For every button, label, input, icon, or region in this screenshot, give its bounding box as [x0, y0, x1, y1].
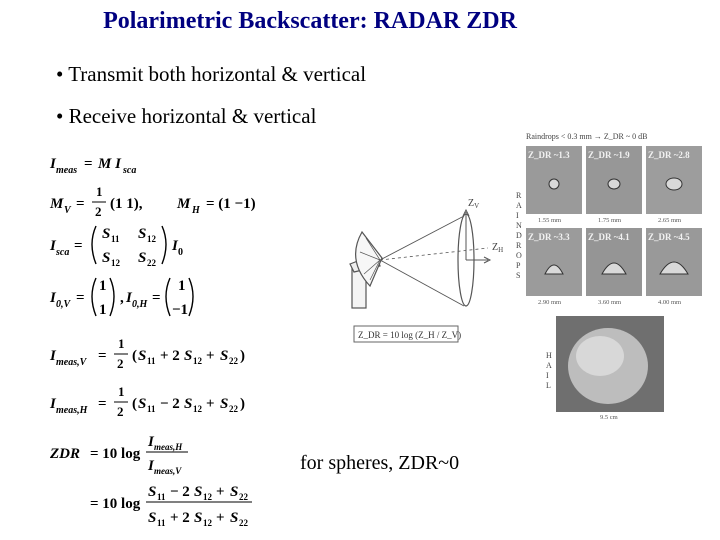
svg-text:): ) [240, 348, 245, 364]
svg-text:M: M [50, 196, 64, 212]
svg-text:I: I [172, 238, 178, 254]
svg-text:1: 1 [118, 384, 125, 399]
svg-text:=: = [98, 348, 107, 364]
drop-size-6: 4.00 mm [658, 299, 682, 306]
svg-text:M: M [177, 196, 191, 212]
svg-text:I: I [50, 156, 56, 172]
equation-imeas-h [49, 384, 245, 419]
drop-size-1: 1.55 mm [538, 217, 562, 224]
svg-text:+ 2: + 2 [170, 510, 190, 526]
svg-text:+ 2: + 2 [160, 348, 180, 364]
drop-zdr-5: Z_DR ~4.1 [588, 232, 630, 242]
svg-text:M I: M I [98, 156, 121, 172]
svg-text:= 10 log: = 10 log [90, 496, 141, 512]
svg-text:=: = [98, 396, 107, 412]
svg-text:+: + [216, 510, 225, 526]
equation-imeas [49, 156, 136, 176]
svg-text:I: I [148, 434, 154, 450]
svg-text:0,H: 0,H [132, 299, 148, 310]
svg-text:S: S [102, 226, 111, 242]
svg-text:22: 22 [147, 258, 156, 268]
svg-text:S: S [184, 348, 193, 364]
drop-zdr-6: Z_DR ~4.5 [648, 232, 690, 242]
svg-text:0,V: 0,V [56, 299, 71, 310]
svg-text:22: 22 [239, 492, 248, 502]
svg-text:O: O [516, 251, 522, 260]
panel-header: Raindrops < 0.3 mm → Z_DR ~ 0 dB [526, 132, 648, 141]
equation-zdr [49, 434, 188, 476]
svg-text:=: = [152, 290, 161, 306]
svg-text:meas,H: meas,H [154, 442, 183, 452]
svg-text:− 2: − 2 [170, 484, 190, 500]
svg-text:meas,H: meas,H [56, 405, 88, 416]
svg-text:=: = [76, 290, 85, 306]
zv-label: $Z_V$ [468, 198, 480, 210]
svg-text:S: S [230, 484, 239, 500]
svg-text:S: S [138, 250, 147, 266]
svg-text:22: 22 [229, 404, 238, 414]
svg-text:2: 2 [117, 404, 124, 419]
drop-size-5: 3.60 mm [598, 299, 622, 306]
svg-text:meas,V: meas,V [56, 357, 87, 368]
svg-text:(1 1),: (1 1), [110, 196, 143, 212]
hail-photo [556, 316, 664, 420]
zdr-formula-box: Z_DR = 10 log (Z_H / Z_V) [358, 330, 462, 340]
svg-text:I: I [126, 290, 132, 306]
svg-text:S: S [194, 510, 203, 526]
svg-text:(: ( [132, 396, 137, 412]
hydrometeor-photo-panel [516, 128, 716, 420]
svg-text:sca: sca [56, 247, 70, 258]
svg-text:S: S [220, 396, 229, 412]
svg-text:R: R [516, 241, 522, 250]
svg-text:sca: sca [123, 165, 137, 176]
svg-text:22: 22 [229, 356, 238, 366]
drop-zdr-1: Z_DR ~1.3 [528, 150, 570, 160]
svg-text:S: S [138, 396, 147, 412]
svg-text:meas,V: meas,V [154, 466, 182, 476]
svg-text:N: N [516, 221, 522, 230]
svg-text:A: A [546, 361, 552, 370]
svg-text:R: R [516, 191, 522, 200]
svg-text:I: I [516, 211, 519, 220]
svg-text:12: 12 [203, 492, 212, 502]
equations-block [46, 146, 316, 530]
svg-text:1: 1 [118, 336, 125, 351]
hail-label [546, 351, 552, 390]
bullet-transmit: • Transmit both horizontal & vertical [56, 62, 367, 86]
rain-label [516, 191, 522, 280]
svg-text:): ) [240, 396, 245, 412]
svg-text:S: S [516, 271, 521, 280]
svg-text:12: 12 [111, 258, 120, 268]
radar-diagram [340, 180, 520, 350]
svg-text:L: L [546, 381, 551, 390]
svg-text:11: 11 [157, 492, 166, 502]
svg-text:− 2: − 2 [160, 396, 180, 412]
svg-text:+: + [216, 484, 225, 500]
svg-text:S: S [220, 348, 229, 364]
equation-imeas-v [49, 336, 245, 371]
svg-text:11: 11 [111, 234, 120, 244]
svg-text:,: , [120, 290, 124, 306]
svg-text:I: I [50, 396, 56, 412]
svg-text:I: I [148, 458, 154, 474]
sphere-note: for spheres, ZDR~0 [300, 452, 460, 474]
svg-text:= 10 log: = 10 log [90, 446, 141, 462]
svg-text:S: S [138, 226, 147, 242]
svg-text:12: 12 [203, 518, 212, 528]
svg-text:=: = [74, 238, 83, 254]
drop-zdr-3: Z_DR ~2.8 [648, 150, 690, 160]
zh-label: $Z_H$ [492, 242, 504, 254]
svg-text:12: 12 [193, 356, 202, 366]
svg-text:−1: −1 [172, 302, 189, 318]
slide-title: Polarimetric Backscatter: RADAR ZDR [103, 8, 517, 34]
equation-i0 [49, 278, 193, 318]
hail-size: 9.5 cm [600, 414, 618, 420]
svg-text:2: 2 [117, 356, 124, 371]
svg-text:=: = [84, 156, 93, 172]
svg-text:I: I [50, 238, 56, 254]
svg-text:0: 0 [178, 247, 183, 258]
svg-text:+: + [206, 396, 215, 412]
svg-text:I: I [50, 290, 56, 306]
svg-text:1: 1 [96, 184, 103, 199]
svg-text:P: P [516, 261, 521, 270]
svg-text:11: 11 [147, 404, 156, 414]
svg-text:S: S [230, 510, 239, 526]
svg-text:1: 1 [178, 278, 186, 294]
raindrop-grid [526, 146, 702, 306]
svg-text:D: D [516, 231, 522, 240]
svg-text:S: S [102, 250, 111, 266]
svg-text:11: 11 [147, 356, 156, 366]
equation-mv-mh [49, 184, 256, 219]
svg-text:I: I [546, 371, 549, 380]
drop-zdr-4: Z_DR ~3.3 [528, 232, 570, 242]
equation-isca [49, 226, 183, 268]
drop-size-4: 2.90 mm [538, 299, 562, 306]
svg-text:11: 11 [157, 518, 166, 528]
bullet-receive: • Receive horizontal & vertical [56, 104, 317, 128]
svg-text:1: 1 [99, 302, 107, 318]
svg-text:ZDR: ZDR [50, 446, 80, 462]
svg-text:12: 12 [193, 404, 202, 414]
drop-zdr-2: Z_DR ~1.9 [588, 150, 630, 160]
svg-text:S: S [148, 484, 157, 500]
svg-text:1: 1 [99, 278, 107, 294]
svg-text:H: H [192, 205, 200, 216]
svg-text:H: H [546, 351, 552, 360]
svg-text:=: = [76, 196, 85, 212]
svg-text:+: + [206, 348, 215, 364]
svg-text:S: S [148, 510, 157, 526]
drop-size-2: 1.75 mm [598, 217, 622, 224]
svg-text:12: 12 [147, 234, 156, 244]
svg-text:I: I [50, 348, 56, 364]
svg-text:= (1 −1): = (1 −1) [206, 196, 256, 212]
svg-text:22: 22 [239, 518, 248, 528]
svg-text:S: S [194, 484, 203, 500]
svg-text:meas: meas [56, 165, 78, 176]
svg-text:V: V [64, 205, 71, 216]
svg-text:2: 2 [95, 204, 102, 219]
svg-text:S: S [184, 396, 193, 412]
svg-text:(: ( [132, 348, 137, 364]
equation-zdr-s [90, 484, 252, 528]
drop-size-3: 2.65 mm [658, 217, 682, 224]
svg-text:S: S [138, 348, 147, 364]
svg-text:A: A [516, 201, 522, 210]
